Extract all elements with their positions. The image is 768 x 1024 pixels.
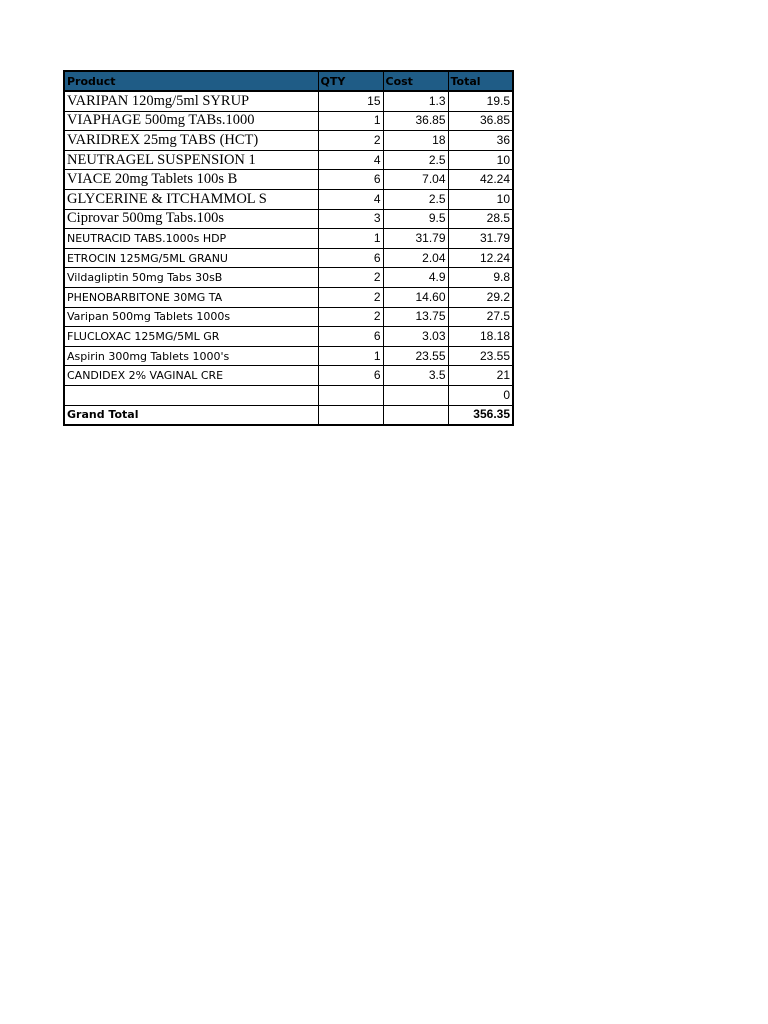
table-row: [64, 189, 513, 209]
total-cell: 36: [448, 131, 513, 151]
grand-total-label: Grand Total: [64, 405, 318, 425]
qty-cell: 4: [318, 189, 383, 209]
product-cell: ETROCIN 125MG/5ML GRANU: [64, 248, 318, 268]
header-row: [64, 71, 513, 91]
total-cell: 31.79: [448, 229, 513, 249]
product-cell: NEUTRAGEL SUSPENSION 1: [64, 150, 318, 170]
product-cell: [64, 385, 318, 405]
table-row: [64, 150, 513, 170]
qty-cell: 6: [318, 248, 383, 268]
qty-cell: 6: [318, 170, 383, 190]
cost-cell: 14.60: [383, 287, 448, 307]
total-cell: 10: [448, 150, 513, 170]
qty-cell: 2: [318, 268, 383, 288]
product-cell: NEUTRACID TABS.1000s HDP: [64, 229, 318, 249]
cost-cell: 1.3: [383, 91, 448, 111]
qty-cell: 1: [318, 229, 383, 249]
qty-cell: 2: [318, 131, 383, 151]
table-row: [64, 131, 513, 151]
column-header-qty: QTY: [318, 71, 383, 91]
cost-cell: 13.75: [383, 307, 448, 327]
total-cell: 19.5: [448, 91, 513, 111]
cost-cell: 2.5: [383, 150, 448, 170]
qty-cell: [318, 385, 383, 405]
qty-cell: 2: [318, 287, 383, 307]
cost-cell: 3.5: [383, 366, 448, 386]
product-cell: VIAPHAGE 500mg TABs.1000: [64, 111, 318, 131]
cost-cell: 36.85: [383, 111, 448, 131]
product-cell: CANDIDEX 2% VAGINAL CRE: [64, 366, 318, 386]
grand-total-value: 356.35: [448, 405, 513, 425]
cost-cell: 18: [383, 131, 448, 151]
table-row: [64, 346, 513, 366]
product-cell: Aspirin 300mg Tablets 1000's: [64, 346, 318, 366]
table-row: [64, 366, 513, 386]
cost-cell: 4.9: [383, 268, 448, 288]
grand-total-qty-cell: [318, 405, 383, 425]
total-cell: 12.24: [448, 248, 513, 268]
total-cell: 36.85: [448, 111, 513, 131]
product-cell: VARIPAN 120mg/5ml SYRUP: [64, 91, 318, 111]
qty-cell: 1: [318, 346, 383, 366]
product-cell: VARIDREX 25mg TABS (HCT): [64, 131, 318, 151]
product-cell: GLYCERINE & ITCHAMMOL S: [64, 189, 318, 209]
product-cell: Vildagliptin 50mg Tabs 30sB: [64, 268, 318, 288]
qty-cell: 4: [318, 150, 383, 170]
qty-cell: 3: [318, 209, 383, 229]
product-cell: PHENOBARBITONE 30MG TA: [64, 287, 318, 307]
column-header-cost: Cost: [383, 71, 448, 91]
qty-cell: 1: [318, 111, 383, 131]
cost-cell: [383, 385, 448, 405]
column-header-product: Product: [64, 71, 318, 91]
total-cell: 23.55: [448, 346, 513, 366]
product-cell: FLUCLOXAC 125MG/5ML GR: [64, 327, 318, 347]
table-row: [64, 307, 513, 327]
total-cell: 18.18: [448, 327, 513, 347]
invoice-table: [63, 70, 514, 426]
cost-cell: 31.79: [383, 229, 448, 249]
qty-cell: 6: [318, 327, 383, 347]
qty-cell: 15: [318, 91, 383, 111]
cost-cell: 7.04: [383, 170, 448, 190]
table-row: [64, 111, 513, 131]
total-cell: 28.5: [448, 209, 513, 229]
table-row: [64, 385, 513, 405]
product-cell: Varipan 500mg Tablets 1000s: [64, 307, 318, 327]
total-cell: 10: [448, 189, 513, 209]
qty-cell: 2: [318, 307, 383, 327]
product-cell: VIACE 20mg Tablets 100s B: [64, 170, 318, 190]
grand-total-cost-cell: [383, 405, 448, 425]
table-row: [64, 170, 513, 190]
product-cell: Ciprovar 500mg Tabs.100s: [64, 209, 318, 229]
total-cell: 27.5: [448, 307, 513, 327]
total-cell: 0: [448, 385, 513, 405]
table-row: [64, 287, 513, 307]
cost-cell: 2.5: [383, 189, 448, 209]
total-cell: 29.2: [448, 287, 513, 307]
table-row: [64, 268, 513, 288]
table-row: [64, 209, 513, 229]
cost-cell: 23.55: [383, 346, 448, 366]
cost-cell: 9.5: [383, 209, 448, 229]
cost-cell: 2.04: [383, 248, 448, 268]
table-row: [64, 91, 513, 111]
total-cell: 9.8: [448, 268, 513, 288]
table-row: [64, 327, 513, 347]
table-row: [64, 248, 513, 268]
cost-cell: 3.03: [383, 327, 448, 347]
qty-cell: 6: [318, 366, 383, 386]
table-row: [64, 229, 513, 249]
total-cell: 42.24: [448, 170, 513, 190]
grand-total-row: [64, 405, 513, 425]
total-cell: 21: [448, 366, 513, 386]
column-header-total: Total: [448, 71, 513, 91]
